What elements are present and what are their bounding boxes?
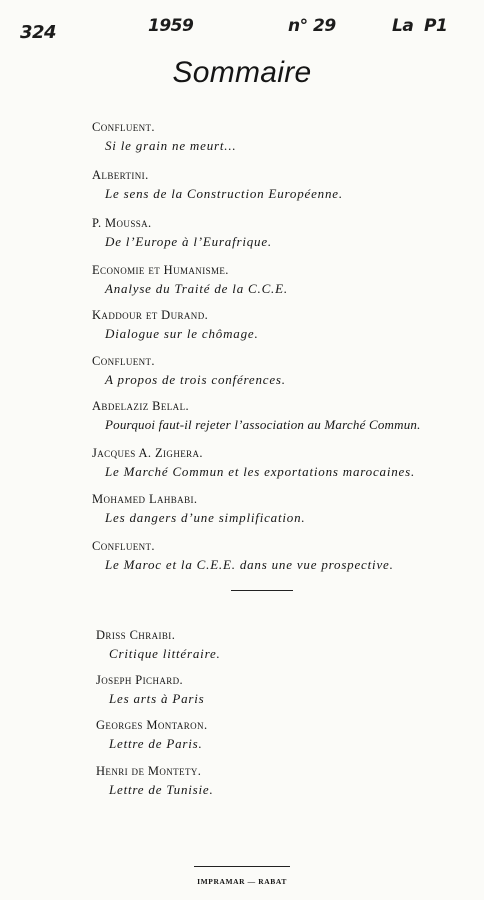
toc-entry	[92, 308, 259, 342]
toc-entry	[96, 718, 207, 752]
entry-author: Economie et Humanisme.	[92, 263, 229, 277]
handwritten-note-a: La	[392, 16, 414, 36]
entry-article: Le sens de la Construction Européenne.	[105, 186, 343, 201]
entry-article: Les dangers d’une simplification.	[105, 510, 306, 525]
entry-article: Le Maroc et la C.E.E. dans une vue prospective.	[105, 557, 394, 572]
entry-author: Confluent.	[92, 539, 155, 553]
printer-imprint	[0, 866, 484, 889]
entry-author: Georges Montaron.	[96, 718, 208, 732]
entry-article: A propos de trois conférences.	[105, 372, 286, 387]
handwritten-note-b: P1	[424, 16, 448, 36]
handwritten-number: n° 29	[288, 16, 336, 36]
toc-entry	[92, 492, 305, 526]
entry-article: Pourquoi faut-il rejeter l’association au Marché Commun.	[105, 417, 421, 432]
entry-author: Albertini.	[92, 168, 149, 182]
entry-article: De l’Europe à l’Eurafrique.	[105, 234, 272, 249]
entry-article: Lettre de Tunisie.	[109, 782, 214, 797]
entry-author: Driss Chraibi.	[96, 628, 176, 642]
entry-author: Confluent.	[92, 120, 155, 134]
toc-entry	[96, 673, 205, 707]
toc-entry	[92, 354, 286, 388]
toc-entry	[92, 446, 415, 480]
section-divider	[231, 590, 293, 591]
entry-author: Mohamed Lahbabi.	[92, 492, 198, 506]
toc-entry	[96, 764, 214, 798]
handwritten-year: 1959	[148, 16, 194, 36]
page-title: Sommaire	[172, 56, 312, 89]
entry-article: Les arts à Paris	[109, 691, 205, 706]
entry-author: Joseph Pichard.	[96, 673, 184, 687]
handwritten-ref: 324	[20, 22, 57, 43]
entry-author: Kaddour et Durand.	[92, 308, 209, 322]
imprint-text: IMPRAMAR — RABAT	[197, 877, 287, 886]
entry-author: Henri de Montety.	[96, 764, 202, 778]
entry-author: Confluent.	[92, 354, 155, 368]
entry-article: Analyse du Traité de la C.C.E.	[105, 281, 288, 296]
entry-article: Le Marché Commun et les exportations marocaines.	[105, 464, 416, 479]
toc-entry	[92, 399, 421, 433]
entry-article: Si le grain ne meurt...	[105, 138, 237, 153]
entry-article: Dialogue sur le chômage.	[105, 326, 259, 341]
toc-entry	[96, 628, 221, 662]
toc-entry	[92, 216, 272, 250]
toc-entry	[92, 168, 343, 202]
toc-entry	[92, 120, 236, 154]
entry-author: P. Moussa.	[92, 216, 152, 230]
entry-author: Jacques A. Zighera.	[92, 446, 203, 460]
entry-article: Critique littéraire.	[109, 646, 221, 661]
entry-author: Abdelaziz Belal.	[92, 399, 189, 413]
toc-entry	[92, 263, 288, 297]
entry-article: Lettre de Paris.	[109, 736, 203, 751]
imprint-rule	[194, 866, 290, 867]
toc-entry	[92, 539, 394, 573]
